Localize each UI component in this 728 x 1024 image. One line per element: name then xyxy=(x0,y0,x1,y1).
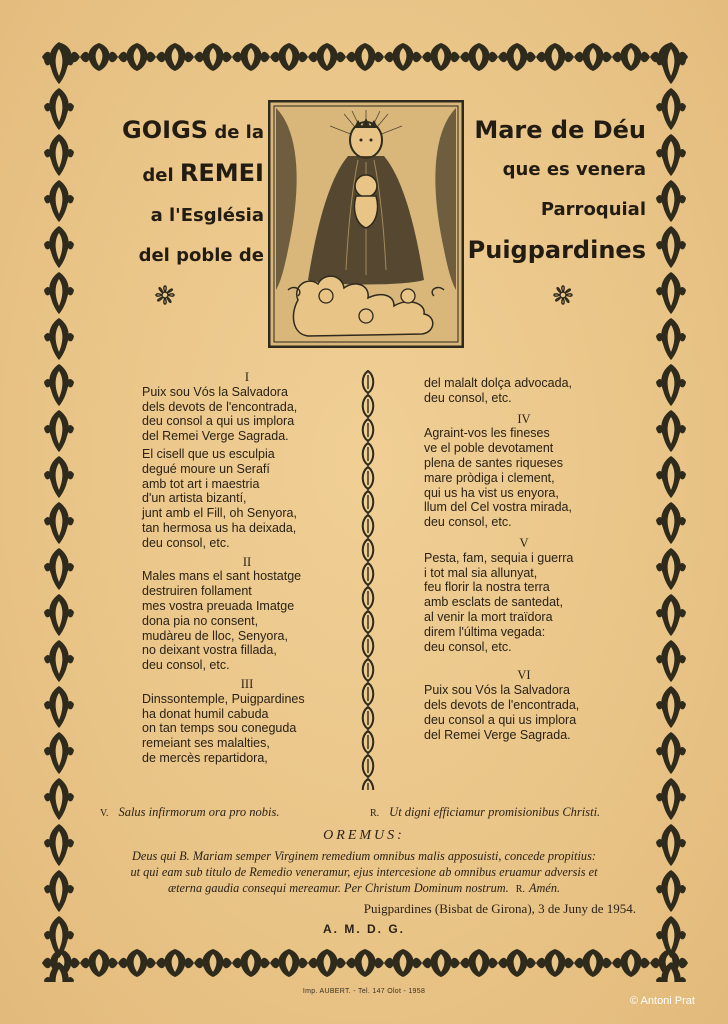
verse-line: qui us ha vist us enyora, xyxy=(424,485,559,500)
verse-line: i tot mal sia allunyat, xyxy=(424,565,538,580)
verse-line: tan hermosa us ha deixada, xyxy=(142,520,297,535)
printer-imprint: Imp. AUBERT. - Tel. 147 Olot - 1958 xyxy=(302,988,426,995)
verse-line: degué moure un Serafí xyxy=(142,461,270,476)
rose-ornament-left-icon xyxy=(150,280,180,310)
oremus-heading: OREMUS: xyxy=(323,828,405,843)
verse-line: direm l'última vegada: xyxy=(424,624,546,639)
prayer-line: æterna gaudia consequi mereamur. Per Christum Dominum nostrum. R. Amén. xyxy=(167,881,561,895)
right-verse-column xyxy=(424,376,624,742)
left-verse-column xyxy=(142,370,352,766)
verse-line: mudàreu de lloc, Senyora, xyxy=(142,628,288,643)
title-right-line-3: Parroquial xyxy=(540,199,646,220)
versicle-text: Salus infirmorum ora pro nobis. xyxy=(118,805,280,819)
prayer-line: Deus qui B. Mariam semper Virginem remedium omnibus malis apposuisti, concede propitius: xyxy=(132,849,596,863)
verse-line: deu consol, etc. xyxy=(424,390,512,405)
verse-line: de mercès repartidora, xyxy=(142,750,268,765)
rose-ornament-right-icon xyxy=(548,280,578,310)
title-right-block xyxy=(466,110,646,270)
verse-line: Puix sou Vós la Salvadora xyxy=(424,683,570,698)
verse-line: El cisell que us esculpia xyxy=(142,446,275,461)
title-line-2: del REMEI xyxy=(142,159,264,187)
stanza-numeral-6: VI xyxy=(517,668,531,683)
verse-line: junt amb el Fill, oh Senyora, xyxy=(142,506,297,521)
stanza-numeral-2: II xyxy=(242,554,252,569)
verse-line: dels devots de l'encontrada, xyxy=(142,399,298,414)
verse-line: mes vostra preuada Imatge xyxy=(142,598,295,613)
stanza-numeral-4: IV xyxy=(517,411,531,426)
verse-line: on tan temps sou coneguda xyxy=(142,721,297,736)
verse-line: deu consol a qui us implora xyxy=(142,414,295,429)
title-line-1: GOIGS de la xyxy=(122,116,264,144)
title-left-block xyxy=(84,110,264,276)
verse-line: Agraint-vos les fineses xyxy=(424,426,550,441)
amen-text: Amén. xyxy=(528,881,561,895)
verse-line: dona pia no consent, xyxy=(142,613,259,628)
verse-line: destruiren follament xyxy=(142,584,252,599)
title-right-line-4: Puigpardines xyxy=(467,236,646,264)
stanza-numeral-3: III xyxy=(240,676,254,691)
stanza-numeral-5: V xyxy=(519,535,529,550)
bottom-ornamental-border xyxy=(42,946,688,982)
title-right-line-2: que es venera xyxy=(502,159,646,180)
verse-line: d'un artista bizantí, xyxy=(142,491,247,506)
verse-line: deu consol, etc. xyxy=(424,515,512,530)
verse-line: ha donat humil cabuda xyxy=(142,706,269,721)
verse-line: no deixant vostra fillada, xyxy=(142,643,277,658)
copyright-watermark: © Antoni Prat xyxy=(630,995,695,1007)
top-ornamental-border xyxy=(42,40,688,74)
versicle xyxy=(100,805,279,820)
verse-line: del malalt dolça advocada, xyxy=(424,376,573,390)
center-chain-divider xyxy=(359,370,377,790)
verse-line: llum del Cel vostra mirada, xyxy=(424,500,572,515)
verse-line: amb esclats de santedat, xyxy=(424,595,563,610)
place-and-date: Puigpardines (Bisbat de Girona), 3 de Juny de 1954. xyxy=(363,901,636,916)
verse-line: plena de santes riqueses xyxy=(424,455,563,470)
prayer-line: ut qui eam sub titulo de Remedio veneramur, ejus intercesione ab omnibus eruamur adversis et xyxy=(130,865,598,879)
response xyxy=(370,805,600,820)
verse-line: ve el poble devotament xyxy=(424,441,554,456)
verse-line: Pesta, fam, sequia i guerra xyxy=(424,550,574,565)
verse-line: deu consol a qui us implora xyxy=(424,712,577,727)
response-mark: R. xyxy=(370,808,380,819)
response-text: Ut digni efficiamur promisionibus Christi. xyxy=(389,805,601,819)
title-line-3: a l'Església xyxy=(150,205,264,226)
oremus-prayer xyxy=(92,848,636,898)
amen-mark: R. xyxy=(515,884,525,895)
verse-line: feu florir la nostra terra xyxy=(424,580,550,595)
verse-line: deu consol, etc. xyxy=(142,535,230,550)
verse-line: remeiant ses malalties, xyxy=(142,736,270,751)
verse-line: dels devots de l'encontrada, xyxy=(424,697,580,712)
title-line-4: del poble de xyxy=(138,245,264,266)
stanza-numeral-1: I xyxy=(244,370,250,384)
verse-line: mare pròdiga i clement, xyxy=(424,470,555,485)
verse-line: amb tot art i maestria xyxy=(142,476,260,491)
title-right-line-1: Mare de Déu xyxy=(474,116,646,144)
verse-line: del Remei Verge Sagrada. xyxy=(142,429,289,444)
verse-line: Puix sou Vós la Salvadora xyxy=(142,384,288,399)
verse-line: al venir la mort traïdora xyxy=(424,609,553,624)
versicle-mark: V. xyxy=(100,808,109,819)
verse-line: deu consol, etc. xyxy=(424,639,512,654)
verse-line: Males mans el sant hostatge xyxy=(142,569,302,584)
verse-line: Dinssontemple, Puigpardines xyxy=(142,691,305,706)
verse-line: deu consol, etc. xyxy=(142,658,230,673)
verse-line: del Remei Verge Sagrada. xyxy=(424,727,571,742)
amdg-motto: A. M. D. G. xyxy=(323,922,405,936)
virgin-and-child-woodcut xyxy=(268,100,464,348)
